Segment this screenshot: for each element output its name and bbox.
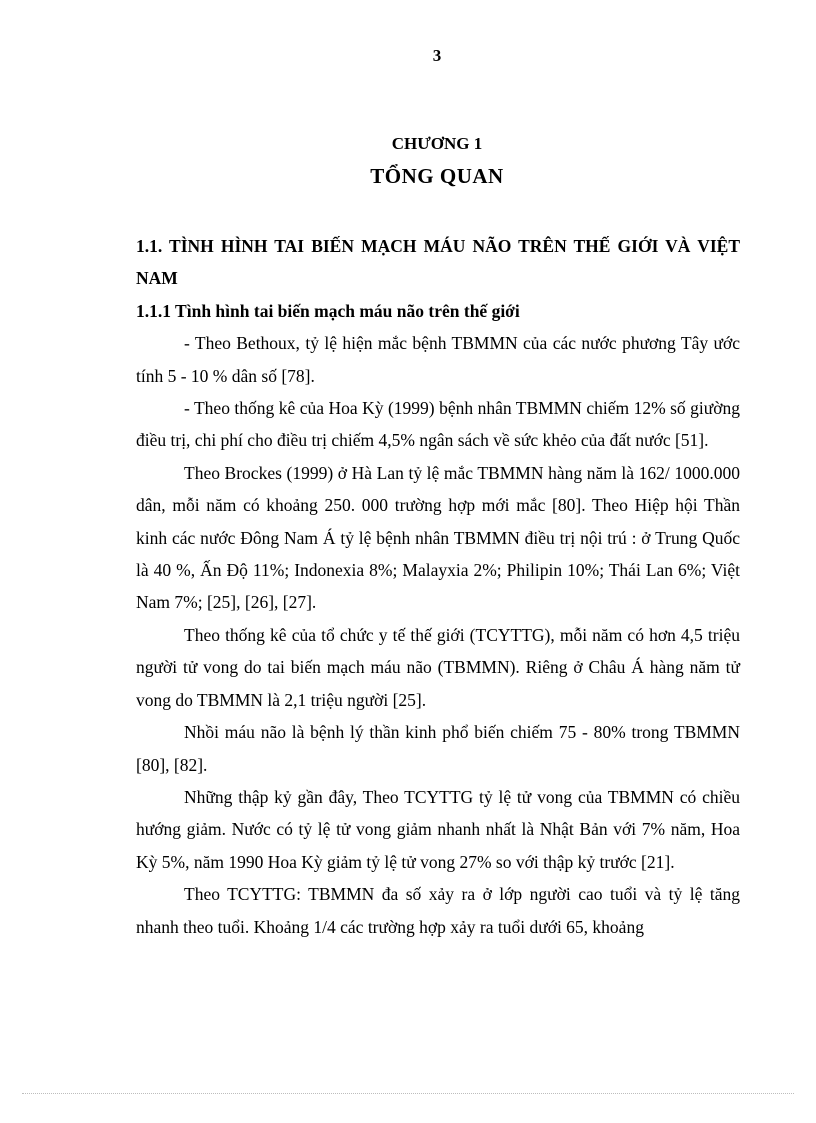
page-number: 3 [432, 46, 442, 65]
section-heading: 1.1. TÌNH HÌNH TAI BIẾN MẠCH MÁU NÃO TRÊN THẾ GIỚI VÀ VIỆT NAM [136, 236, 740, 289]
paragraph-mortality-trend: Những thập kỷ gần đây, Theo TCYTTG tỷ lệ tử vong của TBMMN có chiều hướng giảm. Nước có tỷ lệ tử vong giảm nhanh nhất là Nhật Bản với 7% năm, Hoa Kỳ 5%, năm 1990 Hoa Kỳ giảm tỷ lệ tử vong 27% so với thập kỷ trước [21]. [136, 786, 740, 872]
chapter-label: CHƯƠNG 1 [391, 134, 483, 153]
paragraph-tcyttg-stats: Theo thống kê của tổ chức y tế thế giới (TCYTTG), mỗi năm có hơn 4,5 triệu người tử vong do tai biến mạch máu não (TBMMN). Riêng ở Châu Á hàng năm tử vong do TBMMN là 2,1 triệu người [25]. [136, 624, 740, 710]
paragraph-nhoi-mau-nao: Nhồi máu não là bệnh lý thần kinh phổ biến chiếm 75 - 80% trong TBMMN [80], [82]. [136, 722, 740, 775]
document-body [136, 230, 740, 943]
page-bottom-divider [22, 1093, 794, 1094]
subsection-heading: 1.1.1 Tình hình tai biến mạch máu não trên thế giới [136, 300, 520, 321]
paragraph-hoa-ky: - Theo thống kê của Hoa Kỳ (1999) bệnh nhân TBMMN chiếm 12% số giường điều trị, chi phí cho điều trị chiếm 4,5% ngân sách về sức khẻo của đất nước [51]. [136, 398, 740, 451]
paragraph-brockes: Theo Brockes (1999) ở Hà Lan tỷ lệ mắc TBMMN hàng năm là 162/ 1000.000 dân, mỗi năm có khoảng 250. 000 trường hợp mới mắc [80]. Theo Hiệp hội Thần kinh các nước Đông Nam Á tỷ lệ bệnh nhân TBMMN điều trị nội trú : ở Trung Quốc là 40 %, Ấn Độ 11%; Indonexia 8%; Malayxia 2%; Philipin 10%; Thái Lan 6%; Việt Nam 7%; [25], [26], [27]. [136, 462, 740, 613]
chapter-title: TỔNG QUAN [370, 164, 504, 188]
paragraph-bethoux: - Theo Bethoux, tỷ lệ hiện mắc bệnh TBMMN của các nước phương Tây ước tính 5 - 10 % dân số [78]. [136, 333, 740, 386]
paragraph-age-distribution: Theo TCYTTG: TBMMN đa số xảy ra ở lớp người cao tuổi và tỷ lệ tăng nhanh theo tuổi. Khoảng 1/4 các trường hợp xảy ra tuổi dưới 65, khoảng [136, 884, 740, 937]
